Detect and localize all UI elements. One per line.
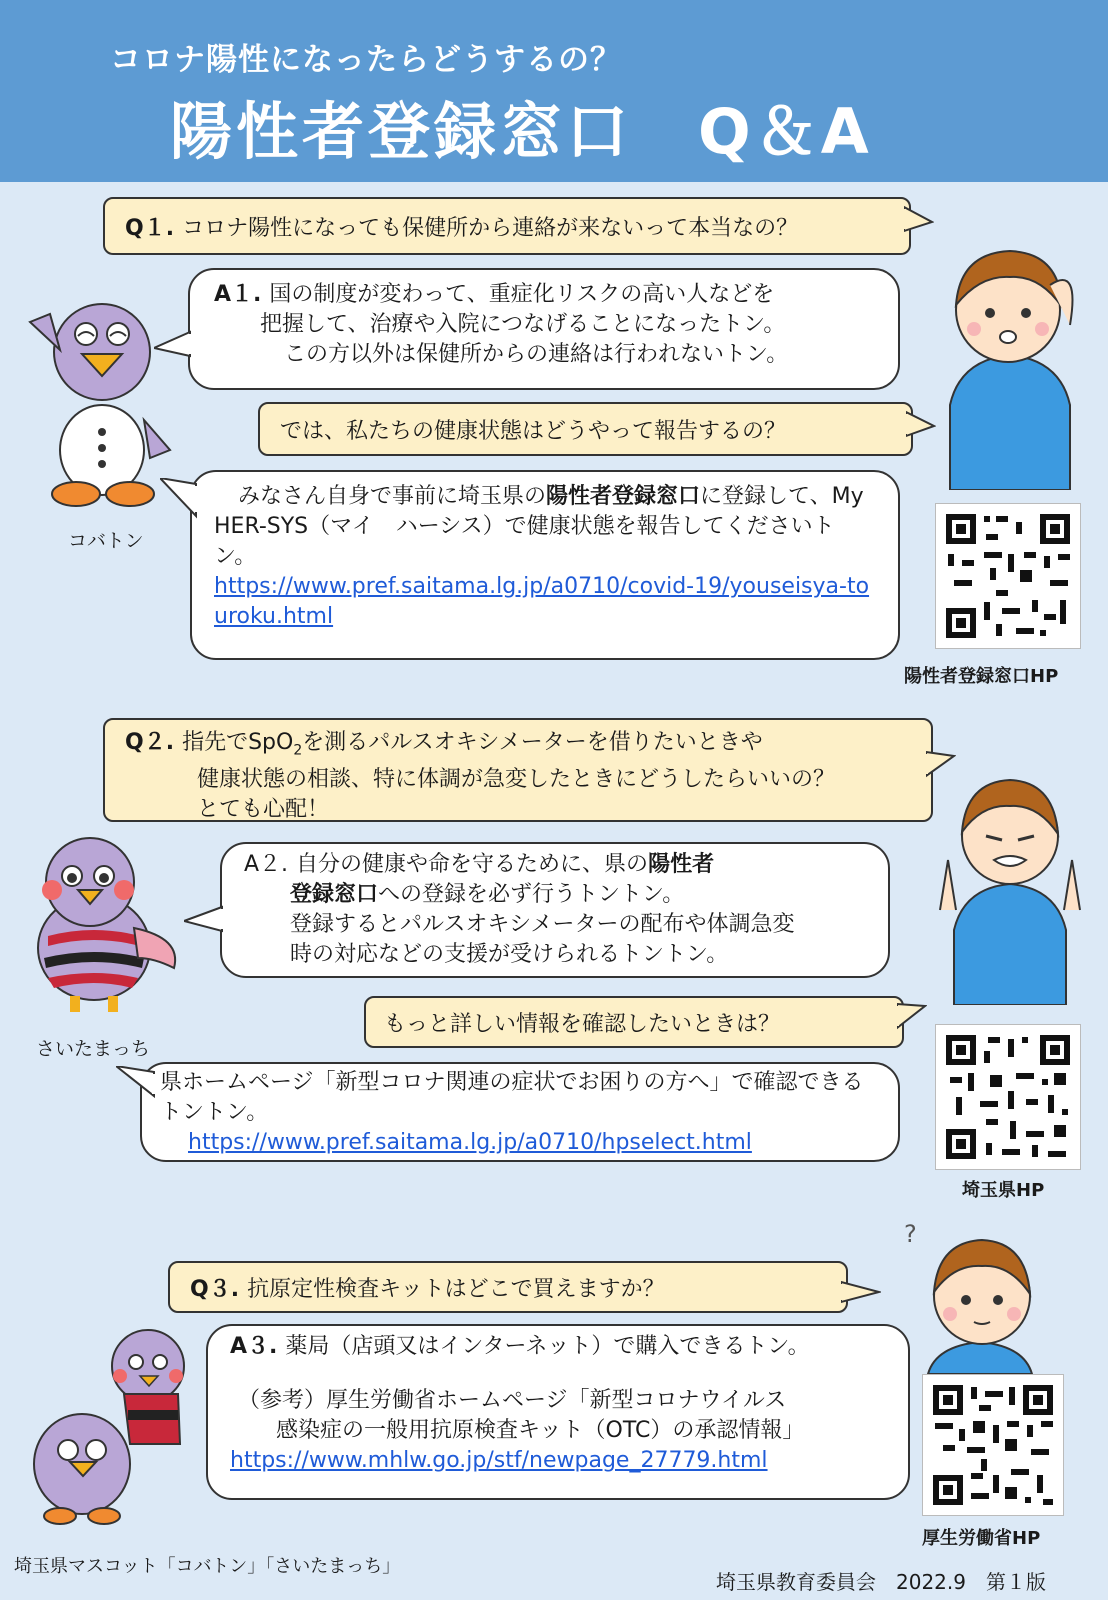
a1-line2: 把握して、治療や入院につなげることになったトン。 bbox=[260, 312, 786, 337]
footer-mascot-credit: 埼玉県マスコット「コバトン」「さいたまっち」 bbox=[14, 1556, 401, 1577]
svg-text:?: ? bbox=[904, 1220, 917, 1248]
kobaton-label: コバトン bbox=[68, 530, 144, 552]
q2-question-bubble bbox=[103, 718, 933, 822]
q3-question-text: 抗原定性検査キットはどこで買えますか？ bbox=[247, 1277, 665, 1302]
a2-post: への登録を必ず行うトントン。 bbox=[378, 882, 685, 907]
a2-label: A２. bbox=[244, 852, 289, 877]
q1-qr-code bbox=[935, 503, 1081, 649]
a2-bold2: 登録窓口 bbox=[290, 882, 379, 907]
q1-followup-bubble bbox=[258, 402, 913, 456]
q1-answer-bubble bbox=[188, 268, 900, 390]
saitamacchi-mascot bbox=[14, 828, 184, 1018]
q3-answer-bubble bbox=[206, 1324, 910, 1500]
a3-text: 薬局（店頭又はインターネット）で購入できるトン。 bbox=[285, 1334, 810, 1359]
boy-worried-illustration bbox=[930, 225, 1090, 490]
header-subtitle: コロナ陽性になったらどうするの？ bbox=[110, 42, 622, 78]
a2-pre: 自分の健康や命を守るために、県の bbox=[296, 852, 649, 877]
kobaton-mascot bbox=[20, 290, 190, 510]
q1-report-pre: みなさん自身で事前に埼玉県の bbox=[238, 484, 547, 509]
q1-question-text: コロナ陽性になっても保健所から連絡が来ないって本当なの？ bbox=[182, 216, 799, 241]
q2-qr-caption: 埼玉県HP bbox=[962, 1180, 1045, 1201]
q2-label: Q２. bbox=[125, 730, 175, 755]
q2-question-pre: 指先でSpO bbox=[182, 730, 294, 755]
a3-ref-line1: （参考）厚生労働省ホームページ「新型コロナウイルス bbox=[238, 1388, 787, 1413]
page-title: 陽性者登録窓口 Q＆A bbox=[170, 95, 873, 168]
q1-question-bubble bbox=[103, 197, 911, 255]
q1-report-post: に登録して、My HER-SYS（マイ ハーシス）で健康状態を報告してくださいトン。 bbox=[214, 484, 864, 569]
q2-url-link[interactable]: https://www.pref.saitama.lg.jp/a0710/hpselect.html bbox=[188, 1130, 752, 1155]
q2-followup-text: もっと詳しい情報を確認したいときは？ bbox=[384, 1012, 781, 1037]
qr-code-icon bbox=[936, 1025, 1080, 1169]
q1-url-link[interactable]: https://www.pref.saitama.lg.jp/a0710/covid-19/youseisya-touroku.html bbox=[214, 574, 870, 629]
q2-question-sub: 2 bbox=[293, 742, 303, 759]
q2-question-line3: とても心配！ bbox=[197, 797, 330, 823]
qr-code-icon bbox=[936, 504, 1080, 648]
q3-label: Q３. bbox=[190, 1277, 240, 1302]
qr-code-icon bbox=[923, 1375, 1063, 1515]
q2-question-line2: 健康状態の相談、特に体調が急変したときにどうしたらいいの？ bbox=[197, 767, 836, 793]
q2-qr-code bbox=[935, 1024, 1081, 1170]
q3-qr-code bbox=[922, 1374, 1064, 1516]
q2-info-text: 県ホームページ「新型コロナ関連の症状でお困りの方へ」で確認できるトントン。 bbox=[160, 1070, 864, 1125]
saitamacchi-label: さいたまっち bbox=[36, 1038, 151, 1060]
q3-bubble-tail bbox=[841, 1280, 881, 1304]
q1-report-bold: 陽性者登録窓口 bbox=[546, 484, 701, 509]
a1-line1: 国の制度が変わって、重症化リスクの高い人などを bbox=[269, 282, 775, 307]
boy-curious-illustration bbox=[900, 1214, 1060, 1374]
q1-report-answer-bubble bbox=[190, 470, 900, 660]
a1-label: A１. bbox=[214, 282, 262, 307]
a2-bold1: 陽性者 bbox=[648, 852, 715, 877]
q2-followup-bubble bbox=[364, 996, 904, 1048]
q2-info-tail bbox=[116, 1066, 156, 1106]
a1-line3: この方以外は保健所からの連絡は行われないトン。 bbox=[284, 342, 789, 367]
a2-line3: 登録するとパルスオキシメーターの配布や体調急変 bbox=[290, 912, 795, 937]
q3-url-link[interactable]: https://www.mhlw.go.jp/stf/newpage_27779.html bbox=[230, 1448, 768, 1473]
a3-label: A３. bbox=[230, 1334, 278, 1359]
boy-anxious-illustration bbox=[930, 760, 1090, 1005]
q1-qr-caption: 陽性者登録窓口HP bbox=[904, 666, 1059, 687]
q2-info-answer-bubble bbox=[140, 1062, 900, 1162]
q1-label: Q１. bbox=[125, 216, 175, 241]
footer-publisher: 埼玉県教育委員会 2022.9 第１版 bbox=[716, 1570, 1046, 1594]
a2-line4: 時の対応などの支援が受けられるトントン。 bbox=[290, 942, 729, 967]
q3-question-bubble bbox=[168, 1261, 848, 1313]
a3-ref-line2: 感染症の一般用抗原検査キット（OTC）の承認情報」 bbox=[276, 1418, 805, 1443]
q2-followup-tail bbox=[897, 1002, 927, 1032]
a2-bubble-tail bbox=[184, 905, 224, 935]
q1-followup-text: では、私たちの健康状態はどうやって報告するの？ bbox=[280, 419, 787, 444]
q2-question-post: を測るパルスオキシメーターを借りたいときや bbox=[302, 730, 763, 755]
q2-answer-bubble bbox=[220, 842, 890, 978]
q3-qr-caption: 厚生労働省HP bbox=[922, 1528, 1041, 1549]
two-mascots-illustration bbox=[20, 1324, 210, 1529]
